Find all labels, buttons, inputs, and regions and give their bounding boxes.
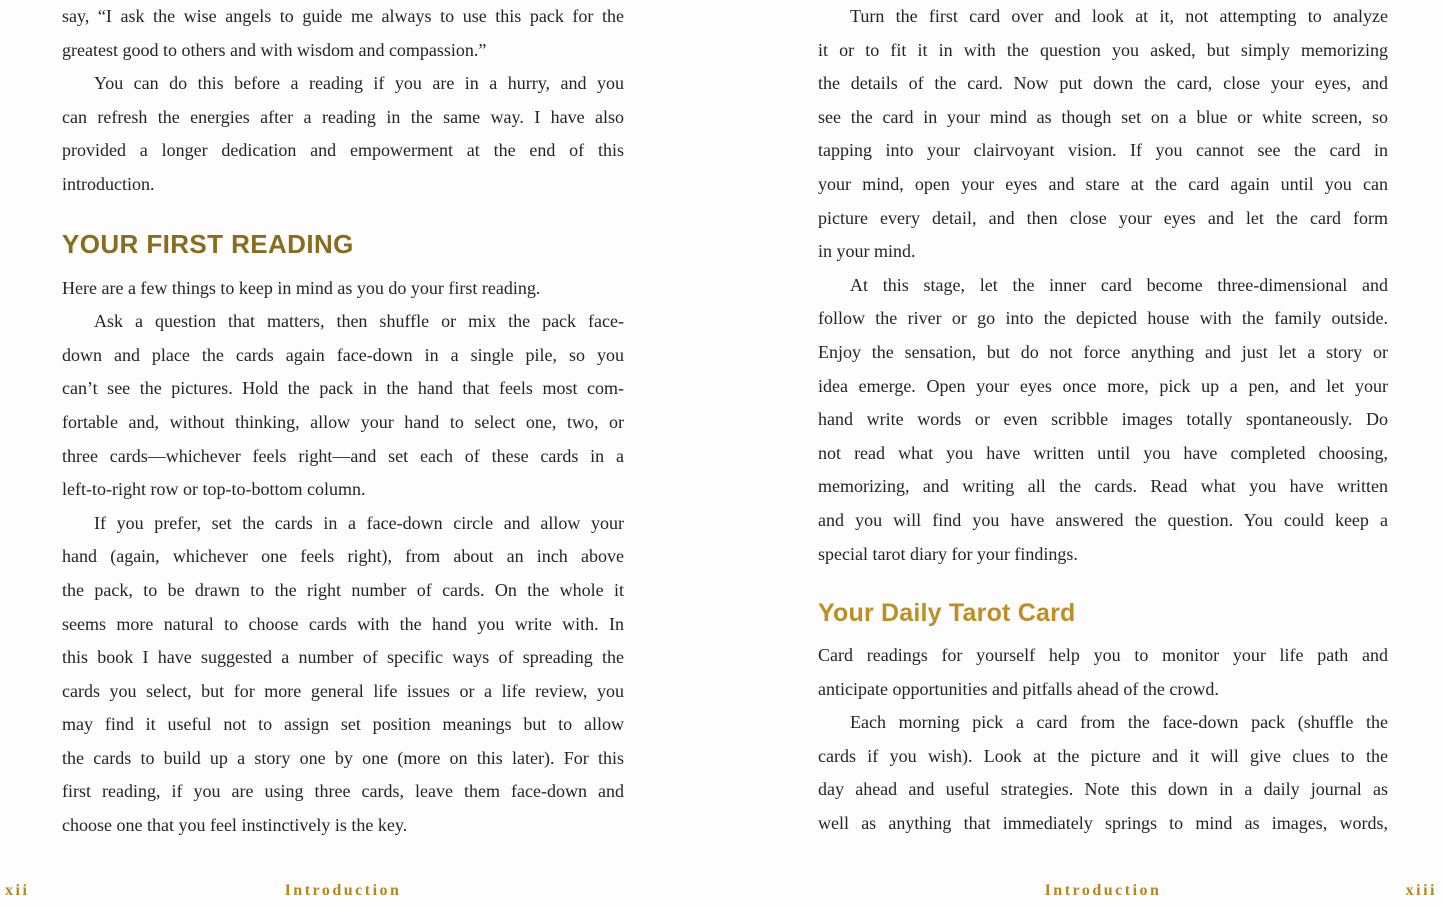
text-line: the details of the card. Now put down the card, close your eyes, and: [818, 73, 1388, 94]
text-line: picture every detail, and then close your eyes and let the card form: [818, 207, 1388, 228]
text-line: see the card in your mind as though set on a blue or white screen, so: [818, 106, 1388, 127]
text-line: hand (again, whichever one feels right), from about an inch above: [62, 546, 624, 567]
text-line: the cards to build up a story one by one (more on this later). For this: [62, 747, 624, 768]
text-line: greatest good to others and with wisdom and compassion.”: [62, 39, 487, 60]
text-line: can’t see the pictures. Hold the pack in the hand that feels most com-: [62, 378, 624, 399]
running-title-right: Introduction: [1044, 882, 1162, 899]
text-line: At this stage, let the inner card become three-dimensional and: [850, 274, 1388, 295]
text-line: left-to-right row or top-to-bottom column.: [62, 479, 366, 500]
text-line: fortable and, without thinking, allow your hand to select one, two, or: [62, 411, 624, 432]
paragraph: [62, 507, 624, 843]
text-line: Card readings for yourself help you to monitor your life path and: [818, 645, 1388, 666]
text-line: anticipate opportunities and pitfalls ahead of the crowd.: [818, 678, 1219, 699]
paragraph: [818, 269, 1388, 571]
text-line: You can do this before a reading if you are in a hurry, and you: [94, 73, 624, 94]
paragraph: [62, 67, 624, 201]
text-line: choose one that you feel instinctively is the key.: [62, 815, 408, 836]
paragraph: [818, 706, 1388, 840]
text-line: cards if you wish). Look at the picture and it will give clues to the: [818, 745, 1388, 766]
text-line: and you will find you have answered the question. You could keep a: [818, 509, 1388, 530]
text-line: may find it useful not to assign set position meanings but to allow: [62, 714, 624, 735]
paragraph: [818, 0, 1388, 269]
text-line: tapping into your clairvoyant vision. If you cannot see the card in: [818, 140, 1388, 161]
text-line: introduction.: [62, 173, 155, 194]
text-line: the pack, to be drawn to the right number of cards. On the whole it: [62, 579, 624, 600]
text-line: it or to fit it in with the question you asked, but simply memorizing: [818, 39, 1388, 60]
text-line: Ask a question that matters, then shuffle or mix the pack face-: [94, 311, 624, 332]
page-number-right: xiii: [1405, 882, 1437, 899]
text-line: Here are a few things to keep in mind as you do your first reading.: [62, 277, 541, 298]
paragraph: [62, 0, 624, 67]
text-line: Turn the first card over and look at it, not attempting to analyze: [850, 6, 1388, 26]
paragraph: [818, 639, 1388, 706]
text-line: day ahead and useful strategies. Note this down in a daily journal as: [818, 779, 1388, 800]
text-line: hand write words or even scribble images totally spontaneously. Do: [818, 409, 1388, 430]
text-line: your mind, open your eyes and stare at the card again until you can: [818, 173, 1388, 194]
text-line: say, “I ask the wise angels to guide me always to use this pack for the: [62, 6, 624, 26]
text-line: Enjoy the sensation, but do not force anything and just let a story or: [818, 341, 1388, 362]
text-line: this book I have suggested a number of specific ways of spreading the: [62, 647, 624, 668]
right-page-text-column: [818, 0, 1388, 841]
left-page-text-column: [62, 0, 624, 843]
paragraph: [62, 305, 624, 507]
text-line: idea emerge. Open your eyes once more, pick up a pen, and let your: [818, 375, 1388, 396]
text-line: seems more natural to choose cards with the hand you write with. In: [62, 613, 624, 634]
text-line: down and place the cards again face-down in a single pile, so you: [62, 344, 624, 365]
text-line: first reading, if you are using three cards, leave them face-down and: [62, 781, 624, 802]
text-line: provided a longer dedication and empowerment at the end of this: [62, 140, 624, 161]
text-line: can refresh the energies after a reading in the same way. I have also: [62, 106, 624, 127]
text-line: not read what you have written until you have completed choosing,: [818, 442, 1388, 463]
text-line: follow the river or go into the depicted house with the family outside.: [818, 308, 1388, 329]
running-title-left: Introduction: [284, 882, 402, 899]
text-line: three cards—whichever feels right—and set each of these cards in a: [62, 445, 624, 466]
paragraph: [62, 272, 624, 306]
text-line: If you prefer, set the cards in a face-down circle and allow your: [94, 512, 624, 533]
text-line: special tarot diary for your findings.: [818, 543, 1078, 564]
section-heading: Your Daily Tarot Card: [818, 599, 1076, 628]
text-line: cards you select, but for more general life issues or a life review, you: [62, 680, 624, 701]
section-heading: YOUR FIRST READING: [62, 228, 354, 259]
text-line: Each morning pick a card from the face-down pack (shuffle the: [850, 712, 1388, 733]
text-line: memorizing, and writing all the cards. Read what you have written: [818, 476, 1388, 497]
text-line: in your mind.: [818, 241, 916, 262]
page-number-left: xii: [5, 882, 30, 899]
text-line: well as anything that immediately springs to mind as images, words,: [818, 813, 1388, 834]
